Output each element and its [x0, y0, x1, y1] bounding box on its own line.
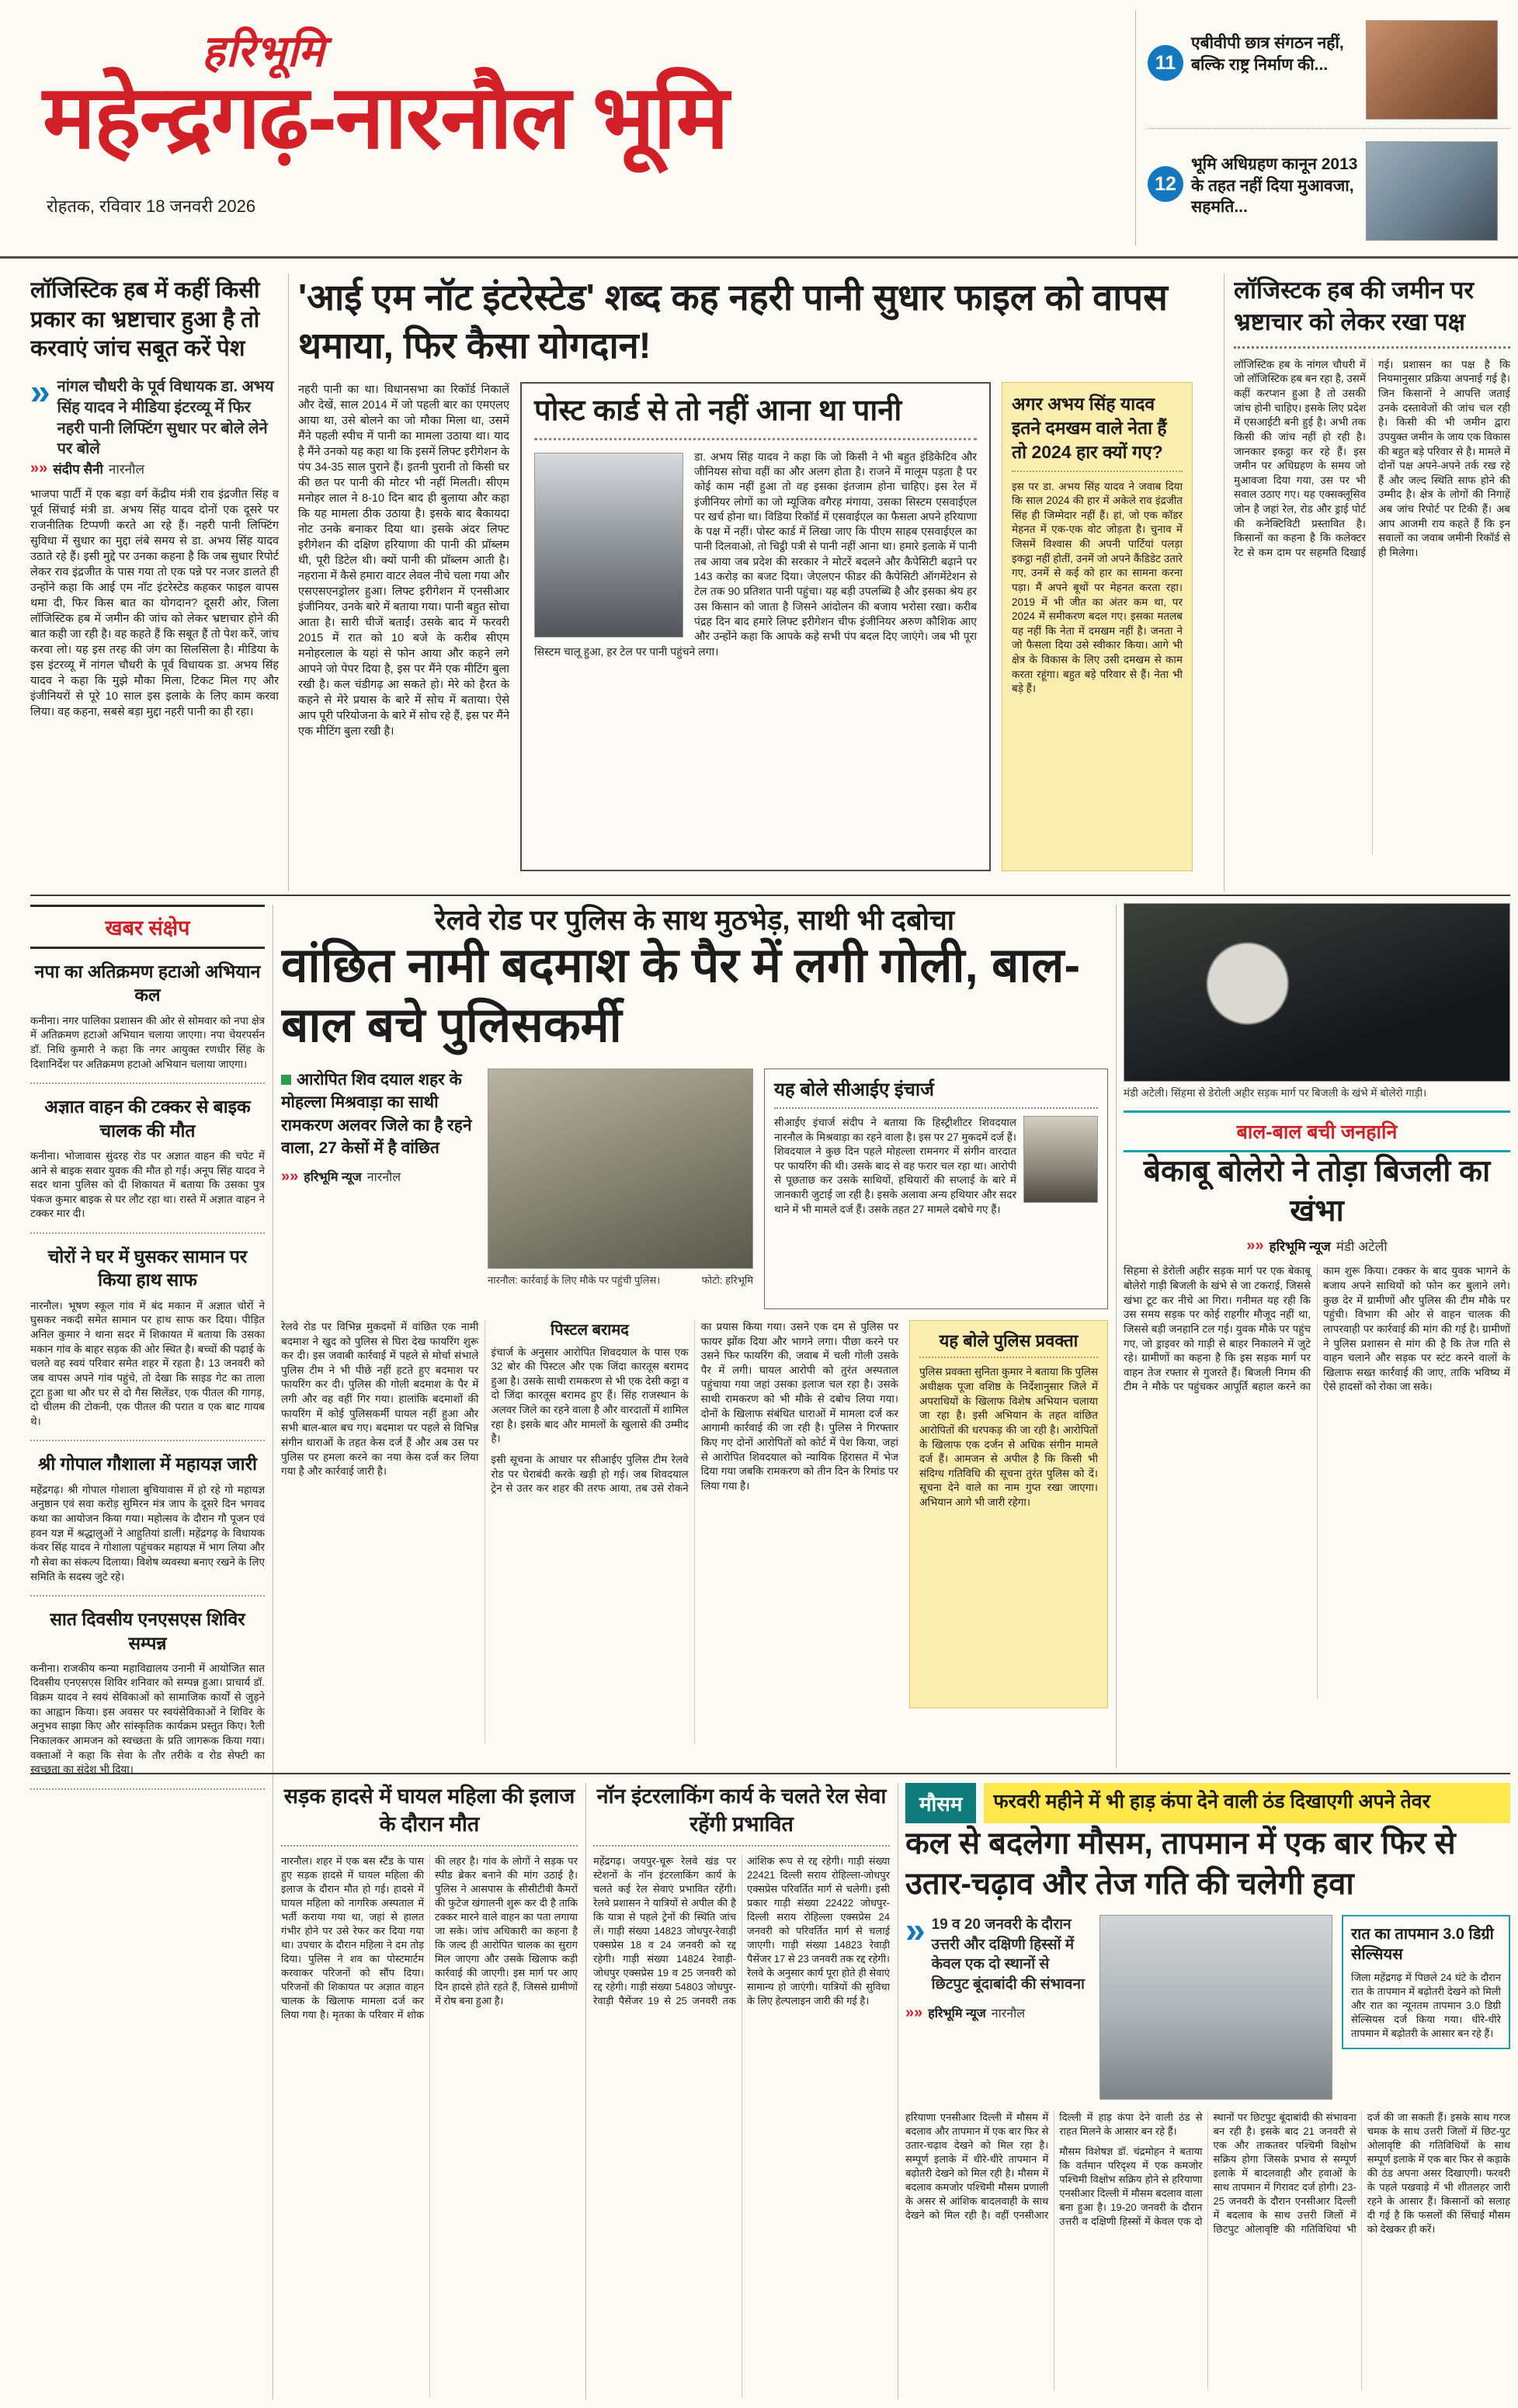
- brief-title: सात दिवसीय एनएसएस शिविर सम्पन्न: [50, 1609, 245, 1653]
- main-headline: 'आई एम नॉट इंटरेस्टेड' शब्द कह नहरी पानी सुधार फाइल को वापस थमाया, फिर कैसा योगदान!: [298, 276, 1168, 367]
- column-rule: [585, 1783, 586, 2399]
- brief-item: [30, 1234, 265, 1441]
- crime-subhead-block: [281, 1068, 477, 1309]
- inset-body: [534, 450, 977, 659]
- question-box-body: इस पर डा. अभय सिंह यादव ने जवाब दिया कि साल 2024 की हार में अकेले राव इंद्रजीत सिंह ही जिम्मेदार नहीं हैं। हां, जो एक कॉडर मेहनत में एक-एक वोट जोड़ता है। चुनाव में जिसमें विश्वास की अपनी पार्टियां पलड़ा इकट्ठा नहीं होतीं, उनमें जो अपने कैंडिडेट उतारे गए, उनमें से कई को हार का सामना करना पड़ा। मैं अपने बूथों पर मेहनत करता रहा। 2019 में भी जीत का अंतर कम था, पर 2024 में समीकरण बदल गए। इसका मतलब यह नहीं कि नेता में दमखम नहीं है। जनता ने जो फैसला दिया उसे स्वीकार किया। आगे भी क्षेत्र के विकास के लिए उसी दमखम से काम करता रहूंगा। बहुत बड़े परिवार से हैं। नेता भी बड़े हैं।: [1012, 480, 1183, 695]
- article-body: नहरी पानी का था। विधानसभा का रिकॉर्ड निकालें और देखें, साल 2014 में जो पहली बार का एमएलए आया था, उसे बोलने का जो मौका मिला था, उसमें मैंने पहली स्पीच में पानी का मामला उठाया था। याद है मैंने उनको यह कहा था कि इसमें लिफ्ट इरीगेशन के पंप 34-35 साल पुराने हैं। इतनी पुरानी तो किसी घर की छत पर पानी की मोटर भी नहीं मिलती। सीएम मनोहर लाल ने 8-10 दिन बाद ही बुलाया और कहा कि यह मामला ठीक उठाया है। इसके बाद बैकायदा नोट उनके बनाकर दिया था। इसके अंदर लिफ्ट इरीगेशन की दक्षिण हरियाणा की पानी की प्रॉब्लम थी, पूरी डिटेल थी। क्यों पानी की प्रॉब्लम आती है। नहराना में कैसे हमारा वाटर लेवल नीचे चला गया और एसएसएनड्रोलर हुआ। लिफ्ट इरीगेशन में एनसीआर इंजीनियर, उनके बारे में बताया गया। पानी बहुत सोचा आता है। सारी चीजें बताईं। उसके बाद में फरवरी 2015 में रात को 10 बजे के करीब सीएम मनोहरलाल के यहां से फोन आया और कहने लगे आपने जो पेपर दिया है, इस पर मैंने एक मीटिंग बुला रखी है। कल चंडीगढ़ आ सकते हो। मेरे को हैरत के कहने से मेरे प्रयास के बारे में सोच में बताया। ऐसे आप पूरी परियोजना के बारे में सोच रहे हैं, इस पर मैंने एक मीटिंग बुला रखी है।: [298, 384, 509, 738]
- brief-title: चोरों ने घर में घुसकर सामान पर किया हाथ साफ: [47, 1246, 248, 1291]
- weather-quote-block: [905, 1909, 1090, 2100]
- crime-top-row: [281, 1068, 1108, 1309]
- column-rule: [288, 273, 289, 891]
- brief-item: [30, 1597, 265, 1790]
- byline-location: नारनौल: [991, 2007, 1026, 2021]
- pistol-subhead: पिस्टल बरामद: [551, 1321, 629, 1339]
- brief-title: अज्ञात वाहन की टक्कर से बाइक चालक की मौत: [44, 1096, 251, 1141]
- weather-middle-row: [905, 1909, 1510, 2100]
- masthead-brief-item: [1148, 8, 1510, 128]
- weather-headline: कल से बदलेगा मौसम, तापमान में एक बार फिर से उतार-चढ़ाव और तेज गति की चलेगी हवा: [905, 1826, 1456, 1901]
- brief-item: [30, 949, 265, 1084]
- photo-caption-row: [488, 1273, 753, 1287]
- brief-body: महेंद्रगढ़। श्री गोपाल गोशाला बुचियावास में हो रहे गो महायज्ञ अनुष्ठान एवं सवा करोड़ सुमिरन मंत्र जाप के दूसरे दिन भगवद कथा का आयोजन किया गया। महोत्सव के दौरान गौ पूजन एवं हवन यज्ञ में श्रद्धालुओं ने आहुतियां डालीं। महेंद्रगढ़ के विधायक कंवर सिंह यादव ने गोशाला पहुंचकर महायज्ञ में भाग लिया और गौ सेवा का संकल्प दिलाया। विशेष व्यवस्था बनाए रखने के लिए समिति के सदस्य जुटे रहे।: [30, 1483, 265, 1583]
- spokes-box-title: यह बोले पुलिस प्रवक्ता: [919, 1330, 1098, 1359]
- article-body: हरियाणा एनसीआर दिल्ली में मौसम में बदलाव और तापमान में एक बार फिर से उतार-चढ़ाव देखने को मिल रहा है। सम्पूर्ण इलाके में धीरे-धीरे तापमान में बढ़ोतरी देखने को मिल रही है। मौसम में बदलाव कमजोर पश्चिमी मौसम प्रणाली के असर से आंशिक बादलवाही के साथ देखने को मिल रही है। वहीं एनसीआर दिल्ली में हाड़ कंपा देने वाली ठंड से राहत मिलने के आसार बन रहे हैं।: [905, 2111, 1203, 2221]
- lead-side-column: [30, 276, 279, 890]
- column-rule: [1116, 905, 1117, 1768]
- brief-body: कनीना। राजकीय कन्या महाविद्यालय उनानी में आयोजित सात दिवसीय एनएसएस शिविर शनिवार को सम्पन्न हुआ। प्राचार्य डॉ. विक्रम यादव ने स्वयं सेविकाओं को सामाजिक कार्यों से जुड़ने का आह्वान किया। इस अवसर पर स्वयंसेविकाओं ने शिविर के अनुभव साझा किए और सांस्कृतिक कार्यक्रम प्रस्तुत किए। रैली निकालकर आमजन को स्वच्छता के प्रति जागरूक किया गया। वक्ताओं ने कहा कि सेवा के तौर तरीके व रोड सेफ्टी का स्वच्छता का संदेश भी दिया।: [30, 1662, 265, 1776]
- byline-location: नारनौल: [366, 1171, 401, 1184]
- brief-title: नपा का अतिक्रमण हटाओ अभियान कल: [34, 961, 261, 1006]
- weather-quote-text: 19 व 20 जनवरी के दौरान उत्तरी और दक्षिणी हिस्सों में केवल एक दो स्थानों से छिटपुट बूंदाबांदी की संभावना: [931, 1916, 1085, 1993]
- rail-headline: नॉन इंटरलाकिंग कार्य के चलते रेल सेवा रहेंगी प्रभावित: [593, 1783, 890, 1847]
- byline: [281, 1168, 477, 1186]
- article-body: मौसम विशेषज्ञ डॉ. चंद्रमोहन ने बताया कि वर्तमान परिदृश्य में एक कमजोर पश्चिमी विक्षोभ सक्रिय होने से हरियाणा एनसीआर दिल्ली में मौसम बदलाव वाला बना हुआ है। 19-20 जनवरी के दौरान उत्तरी व दक्षिणी हिस्सों में केवल एक दो स्थानों पर छिटपुट बूंदाबांदी की संभावना बन रही है। इसके बाद 21 जनवरी से एक और ताकतवर पश्चिमी विक्षोभ सक्रिय होगा जिसके प्रभाव से सम्पूर्ण इलाके में बादलवाही और हवाओं के साथ तापमान में गिरावट दर्ज होगी। 23-25 जनवरी के दौरान एनसीआर दिल्ली में बदलाव के साथ उत्तरी जिलों में छिटपुट ओलावृष्टि की गतिविधियां भी दर्ज की जा सकती हैं। इसके साथ गरज चमक के साथ उत्तरी जिलों में छिट-पुट ओलावृष्टि की गतिविधियों के साथ सम्पूर्ण इलाके में एक बार फिर से कड़ाके की ठंड अपना असर दिखाएगी। फरवरी के पहले पखवाड़े में भी शीतलहर जारी रहने के आसार हैं। किसानों को सलाह दी गई है कि फसलों की सिंचाई मौसम को देखकर ही करें।: [1059, 2111, 1510, 2235]
- masthead-rule: [0, 256, 1518, 259]
- cia-box-text: सीआईए इंचार्ज संदीप ने बताया कि हिस्ट्रीशीटर शिवदयाल नारनौल के मिश्रवाड़ा का रहने वाला है। इस पर 27 मुकदमें दर्ज हैं। शिवदयाल ने कुछ दिन पहले मोहल्ला रामनगर में संगीन वारदात पर फायरिंग की थी। उसके बाद से वह फरार चल रहा था। आरोपी से पूछताछ कर उसके साथियों, हथियारों की सप्लाई के बारे में जानकारी जुटाई जा रही है। इसके अलावा अन्य हथियार और सदर थाने में भी मामले दर्ज हैं। उसके तहत 27 मामले दबोचे गए हैं।: [774, 1116, 1016, 1215]
- question-box-title: अगर अभय सिंह यादव इतने दमखम वाले नेता हैं तो 2024 हार क्यों गए?: [1012, 392, 1183, 471]
- article-body: भाजपा पार्टी में एक बड़ा वर्ग केंद्रीय मंत्री राव इंद्रजीत सिंह व पूर्व सिंचाई मंत्री डा. अभय सिंह यादव दोनों एक दूसरे पर राजनीतिक टिप्पणी करते आ रहे हैं। नहरी पानी लिफ्टिंग सुविधा में सुधार का मुद्दा लंबे समय से डा. अभय सिंह यादव उठाते रहे हैं। इसी मुद्दे पर उनका कहना है कि जब सुधार रिपोर्ट लेकर राव इंद्रजीत के पास गया तो एक पन्ने पर नजर डालते ही उन्होंने कहा कि आई एम नॉट इंटरेस्टेड कहकर फाइल वापस थमा दी, फिर किस बात का योगदान? दूसरी ओर, जिला लॉजिस्टिक हब में जमीन की जांच को लेकर भ्रष्टाचार होने की बात कही जा रही है। वह कहते हैं कि सबूत हैं तो पेश करें, जांच करवा लो। यह इस तरह की जंग का सिलसिला है। मीडिया के इस इंटरव्यू में नांगल चौधरी के पूर्व विधायक डा. अभय सिंह यादव ने कहा कि मुझे मौका मिला, टिकट मिल गए और इंजीनियरों से पूरे 10 साल इस इलाके के लिए काम करवा लिया। वह कहना, सबसे बड़ा मुद्दा नहरी पानी का ही रहा।: [30, 488, 279, 719]
- lead-story: [30, 273, 1510, 891]
- brief-item: [30, 1084, 265, 1234]
- crime-story: [281, 903, 1108, 1767]
- fog-road-photo: [1099, 1915, 1332, 2100]
- lead-portrait-photo: [534, 453, 683, 638]
- crime-body-columns: [281, 1320, 898, 1743]
- article-body: इसी सूचना के आधार पर सीआईए पुलिस टीम रेलवे रोड पर घेराबंदी करके खड़ी हो गई। जब शिवदयाल ट्रेन से उतर कर शहर की तरफ आया, तब उसे रोकने का प्रयास किया गया। उसने एक दम से पुलिस पर फायर झोंक दिया और भागने लगा। पीछा करने पर उसने फिर फायरिंग की, जवाब में चली गोली उसके पैर में लगी। घायल आरोपी को तुरंत अस्पताल पहुंचाया गया जहां उसका इलाज चल रहा है। उसके साथी रामकरण को भी मौके से दबोच लिया गया। दोनों के खिलाफ संबंधित धाराओं में मामला दर्ज कर आगामी कार्रवाई की जा रही है। पुलिस ने गिरफ्तार किए गए दोनों आरोपितों को कोर्ट में पेश किया, जहां से आरोपित शिवदयाल को न्यायिक हिरासत में भेज दिया गया जबकि रामकरण को तीन दिन के रिमांड पर लिया गया है।: [491, 1320, 898, 1495]
- lead-body-row: [298, 382, 1214, 871]
- weather-story: [905, 1783, 1510, 2399]
- crime-photo-block: [488, 1068, 753, 1309]
- byline-chevron-icon: »»: [30, 460, 48, 478]
- police-spokesperson-box: [909, 1320, 1108, 1708]
- brief-teaser-text: एबीवीपी छात्र संगठन नहीं, बल्कि राष्ट्र निर्माण की...: [1191, 34, 1344, 74]
- byline-location: नारनौल: [108, 462, 145, 478]
- kicker: रेलवे रोड पर पुलिस के साथ मुठभेड़, साथी भी दबोचा: [434, 904, 955, 936]
- temperature-column: [1342, 1915, 1510, 2100]
- byline-name: हरिभूमि न्यूज: [1269, 1239, 1331, 1255]
- byline-chevron-icon: »»: [1246, 1237, 1264, 1255]
- weather-section-label: मौसम: [905, 1783, 976, 1823]
- cia-statement-box: [764, 1068, 1108, 1309]
- pistol-body: इंचार्ज के अनुसार आरोपित शिवदयाल के पास एक 32 बोर की पिस्टल और एक जिंदा कारतूस बरामद हुआ है। उसके साथी रामकरण से भी एक देसी कट्टा व दो जिंदा कारतूस बरामद हुए हैं। सिंह राजस्थान के अलवर जिले का रहने वाला है और वारदातों में शामिल रहा है। इसके बाद और मामलों के खुलासे की उम्मीद है।: [491, 1346, 689, 1445]
- paper-logo: हरिभूमि: [202, 26, 325, 75]
- page-number-badge: 11: [1148, 45, 1183, 81]
- brief-body: कनीना। नगर पालिका प्रशासन की ओर से सोमवार को नपा क्षेत्र में अतिक्रमण हटाओ अभियान चलाया जाएगा। नपा चेयरपर्सन डॉ. निधि कुमारी ने कहा कि नगर आयुक्त रणधीर सिंह के दिशानिर्देश पर अतिक्रमण हटाओ अभियान चलाया जाएगा।: [30, 1014, 265, 1070]
- question-box: [1002, 382, 1193, 871]
- inset-title: पोस्ट कार्ड से तो नहीं आना था पानी: [534, 393, 977, 440]
- article-body: सिहमा से डेरोली अहीर सड़क मार्ग पर एक बेकाबू बोलेरो गाड़ी बिजली के खंभे से जा टकराई, जिससे खंभा टूट कर नीचे आ गिरा। गनीमत यह रही कि उस समय सड़क पर कोई राहगीर मौजूद नहीं था, जिससे बड़ी जनहानि टल गई। युवक मौके पर पहुंच गए, जो ड्राइवर को गाड़ी से बाहर निकालने में जुटे रहे। ग्रामीणों का कहना है कि इस सड़क मार्ग पर वाहन तेज रफ्तार से गुजरते हैं। बिजली निगम की टीम ने मौके पर पहुंचकर आपूर्ति बहाल करने का काम शुरू किया। टक्कर के बाद युवक भागने के बजाय अपने साथियों को फोन कर बुलाने लगे। कुछ देर में ग्रामीणों और पुलिस की टीम मौके पर पहुंची। विभाग की ओर से वाहन चालक की लापरवाही पर कार्रवाई की मांग की गई है। ग्रामीणों ने पुलिस प्रशासन से मांग की है कि तेज गति से वाहन चलाने और सड़क पर स्टंट करने वालों के खिलाफ सख्त कार्रवाई की जाए, ताकि भविष्य में ऐसे हादसों को रोका जा सके।: [1124, 1265, 1510, 1393]
- photo-credit: फोटो: हरिभूमि: [701, 1273, 753, 1286]
- byline-chevron-icon: »»: [905, 2003, 923, 2021]
- bullet-icon: [281, 1075, 291, 1085]
- inset-box: [520, 382, 991, 871]
- article-body: लॉजिस्टिक हब के नांगल चौधरी में जो लॉजिस्टिक हब बन रहा है, उसमें कहीं करप्शन हुआ है तो उसकी जांच होनी चाहिए। इसके लिए प्रदेश में एसआईटी बनी हुई है। अभी तक किसी की जांच नहीं हो रही है। जानकार इकट्ठा कर रहे हैं। इस जमीन पर अधिग्रहण के समय जो मुआवजा दिया गया, उस पर भी सवाल उठाए गए। यह एक्सक्लूसिव जोन है जहां रेल, रोड और ड्राई पोर्ट की कनेक्टिविटी प्रस्तावित है। किसानों का कहना है कि कलेक्टर रेट से कम दाम पर सहमति दिखाई गई। प्रशासन का पक्ष है कि नियमानुसार प्रक्रिया अपनाई गई है। जिन किसानों ने आपत्ति जताई उनके दस्तावेजों की जांच चल रही है। किसी की भी जमीन द्वारा उपयुक्त जमीन के जाय एक विकास की बहुत बड़े परिवार से है। मामले में दोनों पक्ष अपने-अपने तर्क रख रहे हैं और जल्द स्थिति साफ होने की उम्मीद है। क्षेत्र के लोगों की निगाहें अब जांच रिपोर्ट पर टिकी हैं। अब आप आजमी राय कहते हैं कि इन सवालों का जवाब जमीनी रिकॉर्ड से ही मिलेगा।: [1234, 358, 1510, 558]
- masthead-brief-item: [1148, 128, 1510, 248]
- crime-lower-row: [281, 1320, 1108, 1743]
- byline: [905, 2004, 1090, 2022]
- brief-teaser-text: भूमि अधिग्रहण कानून 2013 के तहत नहीं दिया मुआवजा, सहमति...: [1191, 155, 1358, 217]
- right-headline: लॉजिस्टक हब की जमीन पर भ्रष्टाचार को लेकर रखा पक्ष: [1234, 275, 1510, 349]
- byline-name: संदीप सैनी: [53, 462, 103, 478]
- section-rule: [30, 895, 1510, 896]
- lead-center-column: [298, 273, 1214, 871]
- brief-title: श्री गोपाल गौशाला में महायज्ञ जारी: [38, 1454, 257, 1475]
- news-briefs-column: [30, 905, 265, 2399]
- weather-body-columns: [905, 2111, 1510, 2390]
- photo-caption: नारनौल: कार्रवाई के लिए मौके पर पहुंची पुलिस।: [488, 1273, 661, 1286]
- story-label: बाल-बाल बची जनहानि: [1124, 1110, 1510, 1152]
- briefs-header: खबर संक्षेप: [30, 905, 265, 949]
- cia-box-title: यह बोले सीआईए इंचार्ज: [774, 1079, 1098, 1109]
- weather-top-row: [905, 1783, 1510, 1823]
- crime-subhead-text: आरोपित शिव दयाल शहर के मोहल्ला मिश्रवाड़ा का साथी रामकरण अलवर जिले का है रहने वाला, 27 केसों में है वांछित: [281, 1070, 472, 1158]
- masthead: [0, 0, 1518, 258]
- brief-photo: [1366, 20, 1498, 120]
- pull-quote: [30, 371, 279, 460]
- bolero-crash-photo: [1124, 903, 1510, 1082]
- night-temperature-box: [1342, 1915, 1510, 2049]
- brief-body: कनीना। भोजावास सुंदरह रोड पर अज्ञात वाहन की चपेट में आने से बाइक सवार युवक की मौत हो गई। अनूप सिंह यादव ने सदर थाना पुलिस को दी शिकायत में बताया कि उसका पुत्र पंकज कुमार बाइक से घर लौट रहा था। रास्ते में अज्ञात वाहन ने टक्कर मार दी।: [30, 1149, 265, 1220]
- lead-right-column: [1234, 275, 1510, 890]
- article-body: महेंद्रगढ़। जयपुर-चूरू रेलवे खंड पर स्टेशनों के नॉन इंटरलाकिंग कार्य के चलते कई रेल सेवाएं प्रभावित रहेंगी। रेलवे प्रशासन ने यात्रियों से अपील की है कि यात्रा से पहले ट्रेनों की स्थिति जांच लें। गाड़ी संख्या 14823 जोधपुर-रेवाड़ी एक्सप्रेस 18 व 24 जनवरी को रद्द रहेगी। गाड़ी संख्या 14824 रेवाड़ी-जोधपुर एक्सप्रेस 19 व 25 जनवरी को रद्द रहेगी। गाड़ी संख्या 54803 जोधपुर-रेवाड़ी पैसेंजर 19 से 25 जनवरी तक आंशिक रूप से रद्द रहेगी। गाड़ी संख्या 22421 दिल्ली सराय रोहिल्ला-जोधपुर एक्सप्रेस परिवर्तित मार्ग से चलेगी। इसी प्रकार गाड़ी संख्या 22422 जोधपुर-दिल्ली सराय रोहिल्ला एक्सप्रेस 24 जनवरी को परिवर्तित मार्ग से चलाई जाएगी। गाड़ी संख्या 14823 रेवाड़ी पैसेंजर 17 से 23 जनवरी तक रद्द रहेगी। रेलवे के अनुसार कार्य पूरा होते ही सेवाएं सामान्य हो जाएंगी। यात्रियों की सुविधा के लिए हेल्पलाइन जारी की गई है।: [593, 1855, 890, 2007]
- dateline: रोहतक, रविवार 18 जनवरी 2026: [47, 196, 256, 216]
- crime-headline: वांछित नामी बदमाश के पैर में लगी गोली, बाल-बाल बचे पुलिसकर्मी: [281, 939, 1081, 1053]
- accident-story: [281, 1783, 578, 2399]
- section-rule: [30, 1773, 1510, 1774]
- masthead-briefs: [1148, 8, 1510, 248]
- brief-item: [30, 1441, 265, 1597]
- masthead-divider: [1135, 11, 1136, 245]
- article-body: रेलवे रोड पर विभिन्न मुकदमों में वांछित एक नामी बदमाश ने खुद को पुलिस से घिरा देख फायरिंग शुरू कर दी। इस जवाबी कार्रवाई में पहले से मोर्चा संभाले पुलिस टीम ने भी पीछे नहीं हटते हुए बदमाश पर फायरिंग कर दी। पुलिस की गोली बदमाश के पैर में लगी और वह वहीं गिर गया। हालांकि बदमाशों की फायरिंग में कोई पुलिसकर्मी घायल नहीं हुआ और सभी बाल-बाल बच गए। बदमाश पर पहले से विभिन्न संगीन धाराओं के तहत केस दर्ज हैं और अब उस पर पुलिस पर हमला करने का नया केस दर्ज कर लिया गया है और कार्रवाई जारी है।: [281, 1320, 479, 1478]
- pull-quote-text: नांगल चौधरी के पूर्व विधायक डा. अभय सिंह यादव ने मीडिया इंटरव्यू में फिर नहरी पानी लिफ्टिंग सुधार पर बोले लेने पर बोले: [57, 378, 274, 458]
- quote-chevron-icon: »: [905, 1909, 926, 1950]
- byline-name: हरिभूमि न्यूज: [304, 1171, 362, 1184]
- crime-subhead: [281, 1068, 477, 1160]
- cia-box-body: [774, 1116, 1098, 1217]
- side-headline: लॉजिस्टिक हब में कहीं किसी प्रकार का भ्रष्टाचार हुआ है तो करवाएं जांच सबूत करें पेश: [30, 278, 260, 362]
- byline: [1124, 1237, 1510, 1255]
- byline-location: मंडी अटेली: [1336, 1239, 1388, 1255]
- rail-story: [593, 1783, 890, 2399]
- photo-caption: मंडी अटेली। सिंहमा से डेरोली अहीर सड़क मार्ग पर बिजली के खंभे में बोलेरो गाड़ी।: [1124, 1087, 1427, 1099]
- article-body: नारनौल। शहर में एक बस स्टैंड के पास हुए सड़क हादसे में घायल महिला की इलाज के दौरान मौत हो गई। हादसे में घायल महिला को नागरिक अस्पताल में भर्ती कराया गया था, जहां से हालत गंभीर होने पर उसे रेफर कर दिया गया था। उपचार के दौरान महिला ने दम तोड़ दिया। पुलिस ने शव का पोस्टमार्टम करवाकर परिजनों को सौंप दिया। परिजनों की शिकायत पर अज्ञात वाहन चालक के खिलाफ मामला दर्ज कर लिया गया है। मृतका के परिवार में शोक की लहर है। गांव के लोगों ने सड़क पर स्पीड ब्रेकर बनाने की मांग उठाई है। पुलिस ने आसपास के सीसीटीवी कैमरों की फुटेज खंगालनी शुरू कर दी है ताकि टक्कर मारने वाले वाहन का पता लगाया जा सके। जांच अधिकारी का कहना है कि जल्द ही आरोपित चालक का सुराग मिल जाएगा और उसके खिलाफ कड़ी कार्रवाई की जाएगी। इस मार्ग पर आए दिन हादसे होते रहते हैं, जिससे ग्रामीणों में रोष बना हुआ है।: [281, 1855, 578, 2021]
- cia-incharge-photo: [1023, 1116, 1098, 1203]
- page-number-badge: 12: [1148, 166, 1183, 202]
- bolero-headline: बेकाबू बोलेरो ने तोड़ा बिजली का खंभा: [1143, 1155, 1491, 1228]
- encounter-scene-photo: [488, 1068, 753, 1269]
- temperature-body: जिला महेंद्रगढ़ में पिछले 24 घंटे के दौरान रात के तापमान में बढ़ोतरी देखने को मिली और रात का न्यूनतम तापमान 3.0 डिग्री सेल्सियस दर्ज किया गया। धीरे-धीरे तापमान में बढ़ोतरी के आसार बन रहे हैं।: [1351, 1971, 1501, 2039]
- accident-headline: सड़क हादसे में घायल महिला की इलाज के दौरान मौत: [281, 1783, 578, 1847]
- byline: [30, 460, 279, 478]
- byline-name: हरिभूमि न्यूज: [928, 2007, 986, 2021]
- byline-chevron-icon: »»: [281, 1167, 299, 1185]
- edition-title: महेन्द्रगढ़-नारनौल भूमि: [43, 68, 728, 167]
- weather-strip-headline: फरवरी महीने में भी हाड़ कंपा देने वाली ठंड दिखाएगी अपने तेवर: [984, 1783, 1510, 1823]
- spokes-box-body: पुलिस प्रवक्ता सुनिता कुमार ने बताया कि पुलिस अधीक्षक पूजा वशिष्ठ के निर्देशानुसार जिले में अपराधियों के खिलाफ विशेष अभियान चलाया जा रहा है। इसी अभियान के तहत वांछित आरोपितों की धरपकड़ की जा रही है। आरोपितों के खिलाफ एक दर्जन से अधिक संगीन मामले दर्ज हैं। आमजन से अपील है कि किसी भी संदिग्ध गतिविधि की सूचना तुरंत पुलिस को दें। सूचना देने वाले का नाम गुप्त रखा जाएगा। अभियान आगे भी जारी रहेगा।: [919, 1366, 1098, 1509]
- brief-photo: [1366, 141, 1498, 241]
- bolero-story: [1124, 903, 1510, 1767]
- quote-chevron-icon: »: [30, 371, 50, 412]
- brief-body: नारनौल। भूषण स्कूल गांव में बंद मकान में अज्ञात चोरों ने घुसकर नकदी समेत सामान पर हाथ साफ कर दिया। पीड़ित अनिल कुमार ने थाना सदर में शिकायत में बताया कि उसका मकान गांव के बाहर सड़क की ओर स्थित है। बच्चों की पढ़ाई के चलते वह स्वयं परिवार समेत शहर में रहता है। 13 जनवरी को जब वापस अपने गांव पहुंचे, तो देखा कि साइड गेट का ताला टूटा हुआ था और घर से दो गैस सिलेंडर, एक पीतल की गागड़, दो चीलम की टोकनी, एक पीतल की परात व एक बाट गायब थे।: [30, 1299, 265, 1427]
- inset-body-text: डा. अभय सिंह यादव ने कहा कि जो किसी ने भी बहुत इंडिकेटिव और जीनियस सोचा वहीं का और अलग होता है। राजने में मालूम पड़ता है पर कोई काम नहीं हुआ तो वह इसका इंतजाम होना चाहिए। इस रेल में इंजीनियर लोगों का जो म्यूजिक वगैरह मंगाया, उसका सिस्टम एसवाईएल पर खर्च होना था। विडिया रिकॉर्ड में एसवाईएल का फैसला अपने हरियाणा के पक्ष में नहीं। पोस्ट कार्ड में लिखा जाए कि पीएम साहब एसवाईएल का पानी दिलवाओ, तो चिट्ठी पत्री से पानी नहीं आना था। हमारे इलाके में पानी तब आया जब प्रदेश की सरकार ने मोटरें बदलने और कैपेसिटी बढ़ाने पर 143 करोड़ का बजट दिया। जेएलएन फीडर की कैपेसिटी ऑगमेंटेशन से टेल तक 90 प्रतिशत पानी पहुंचा। यह बड़ी उपलब्धि है और इसका श्रेय हर उस किसान को जाता है जिसने आंदोलन की बजाय भरोसा रखा। करीब पंद्रह दिन बाद हमारे लिफ्ट इरीगेशन चीफ इंजीनियर अरुण कौशिक आए और उन्होंने कहा कि आपके कहे सभी पंप बदल दिए जाएंगे। जब भी पूरा सिस्टम चालू हुआ, हर टेल पर पानी पहुंचने लगा।: [534, 450, 977, 658]
- temperature-title: रात का तापमान 3.0 डिग्री सेल्सियस: [1351, 1926, 1494, 1964]
